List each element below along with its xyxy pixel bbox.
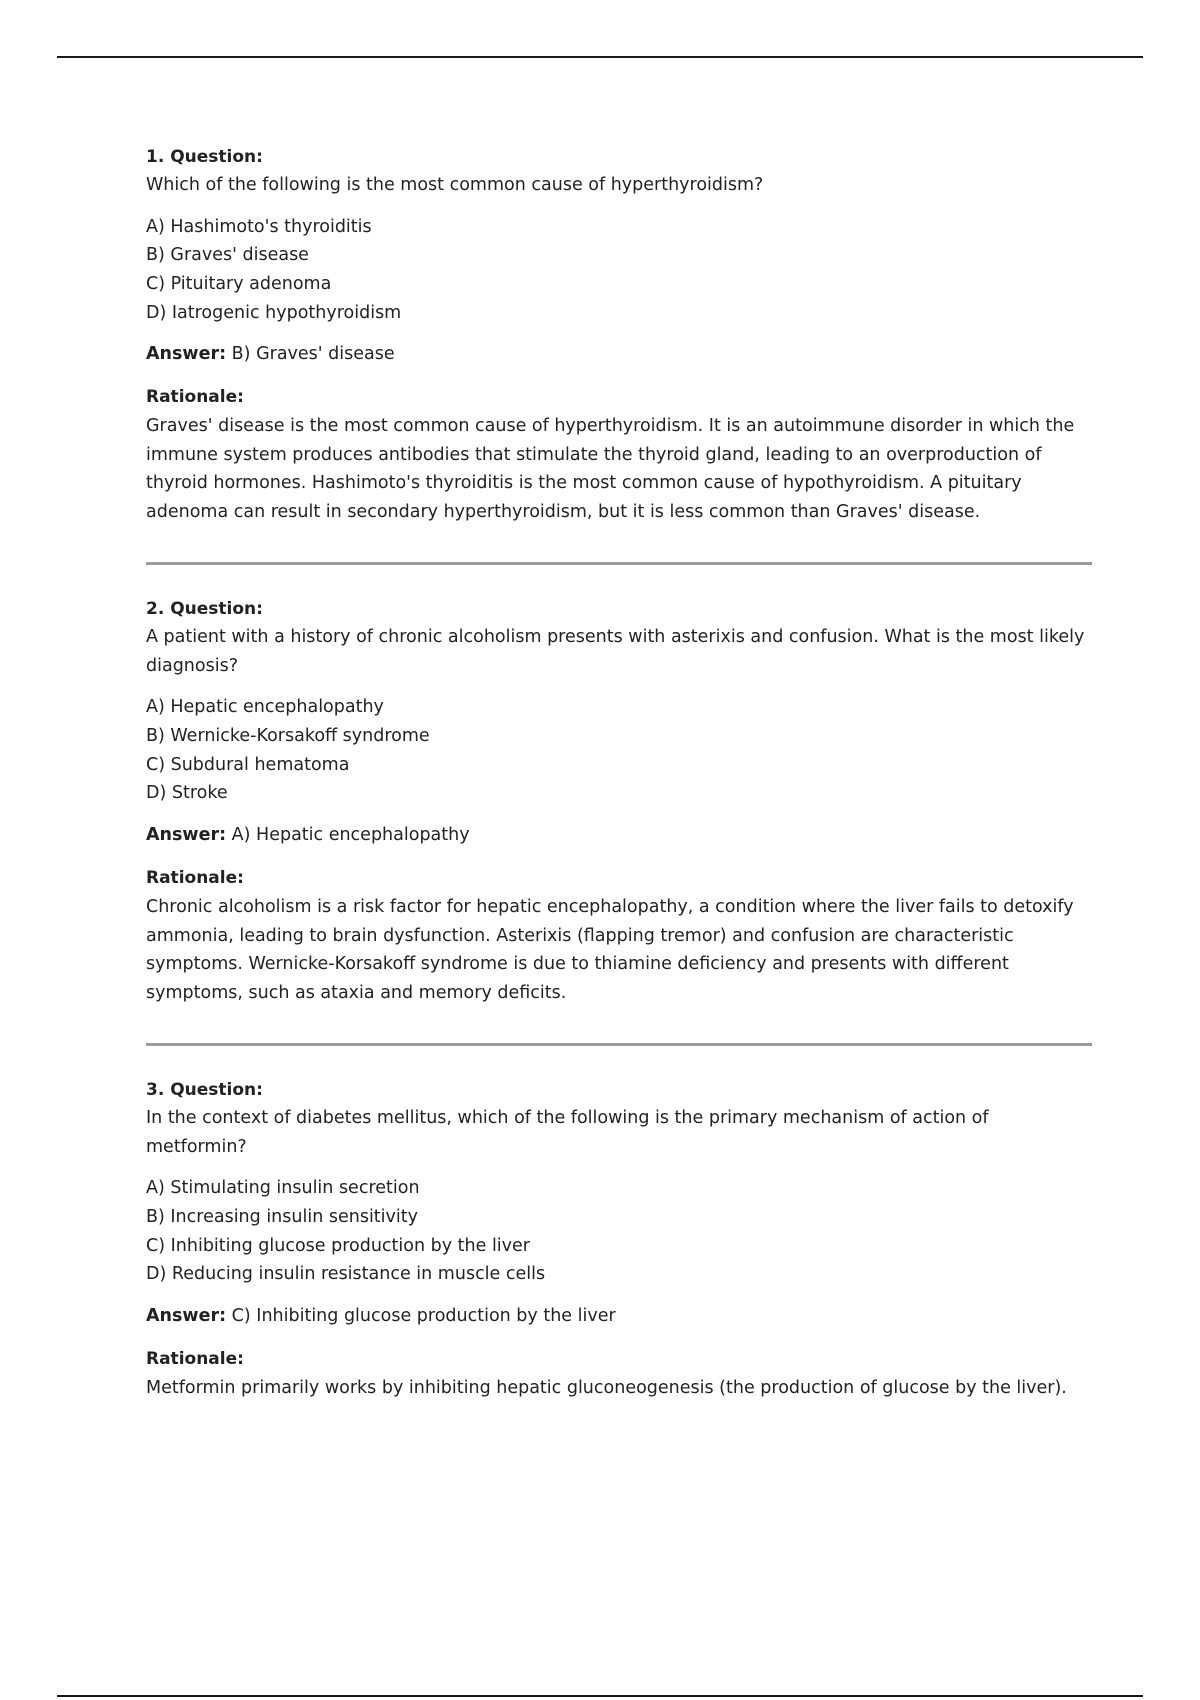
rationale-text: Chronic alcoholism is a risk factor for hepatic encephalopathy, a condition where the liver fails to detoxify ammonia, leading to brain dysfunction. Asterixis (flapping tremor) and confusion are characteristic symptoms. Wernicke-Korsakoff syndrome is due to thiamine deficiency and presents with different symptoms, such as ataxia and memory deficits. <box>146 897 1074 1003</box>
option-d: D) Stroke <box>146 783 228 804</box>
page-bottom-rule <box>57 1695 1143 1697</box>
question-heading: 1. Question: <box>146 147 263 167</box>
option-d: D) Reducing insulin resistance in muscle cells <box>146 1264 546 1285</box>
section-divider <box>146 1043 1092 1046</box>
option-b: B) Graves' disease <box>146 245 309 266</box>
answer-value: C) Inhibiting glucose production by the liver <box>231 1305 616 1326</box>
question-block-3 <box>146 1079 1092 1402</box>
option-a: A) Hepatic encephalopathy <box>146 697 384 718</box>
section-divider <box>146 562 1092 565</box>
answer-label: Answer: <box>146 344 227 365</box>
question-heading: 3. Question: <box>146 1080 263 1101</box>
rationale-text: Metformin primarily works by inhibiting hepatic gluconeogenesis (the production of glucose by the liver). <box>146 1377 1067 1398</box>
option-a: A) Stimulating insulin secretion <box>146 1178 420 1199</box>
question-block-2 <box>146 598 1092 1007</box>
option-d: D) Iatrogenic hypothyroidism <box>146 302 402 323</box>
options-list <box>146 213 1092 328</box>
option-b: B) Increasing insulin sensitivity <box>146 1206 418 1227</box>
answer-label: Answer: <box>146 825 227 846</box>
option-c: C) Pituitary adenoma <box>146 273 332 294</box>
option-c: C) Inhibiting glucose production by the liver <box>146 1235 530 1256</box>
rationale-heading: Rationale: <box>146 868 244 889</box>
answer-label: Answer: <box>146 1305 227 1326</box>
page-top-rule <box>57 56 1143 58</box>
question-text: In the context of diabetes mellitus, which of the following is the primary mechanism of action of metformin? <box>146 1108 989 1157</box>
question-heading: 2. Question: <box>146 599 263 620</box>
options-list <box>146 693 1092 808</box>
answer-value: A) Hepatic encephalopathy <box>231 825 470 846</box>
answer-line <box>146 342 1092 366</box>
option-b: B) Wernicke-Korsakoff syndrome <box>146 726 430 747</box>
question-text: Which of the following is the most common cause of hyperthyroidism? <box>146 175 764 195</box>
answer-line <box>146 1304 1092 1328</box>
answer-line <box>146 823 1092 847</box>
rationale-heading: Rationale: <box>146 1348 244 1369</box>
rationale-text: Graves' disease is the most common cause of hyperthyroidism. It is an autoimmune disorder in which the immune system produces antibodies that stimulate the thyroid gland, leading to an overproduction of thyroid hormones. Hashimoto's thyroiditis is the most common cause of hypothyroidism. A pituitary adenoma can result in secondary hyperthyroidism, but it is less common than Graves' disease. <box>146 416 1075 522</box>
rationale-heading: Rationale: <box>146 387 244 408</box>
option-a: A) Hashimoto's thyroiditis <box>146 216 372 237</box>
question-block-1 <box>146 146 1092 526</box>
question-text: A patient with a history of chronic alcoholism presents with asterixis and confusion. What is the most likely diagnosis? <box>146 627 1085 676</box>
option-c: C) Subdural hematoma <box>146 754 350 775</box>
page-content <box>146 146 1092 1402</box>
options-list <box>146 1174 1092 1289</box>
answer-value: B) Graves' disease <box>231 344 395 365</box>
